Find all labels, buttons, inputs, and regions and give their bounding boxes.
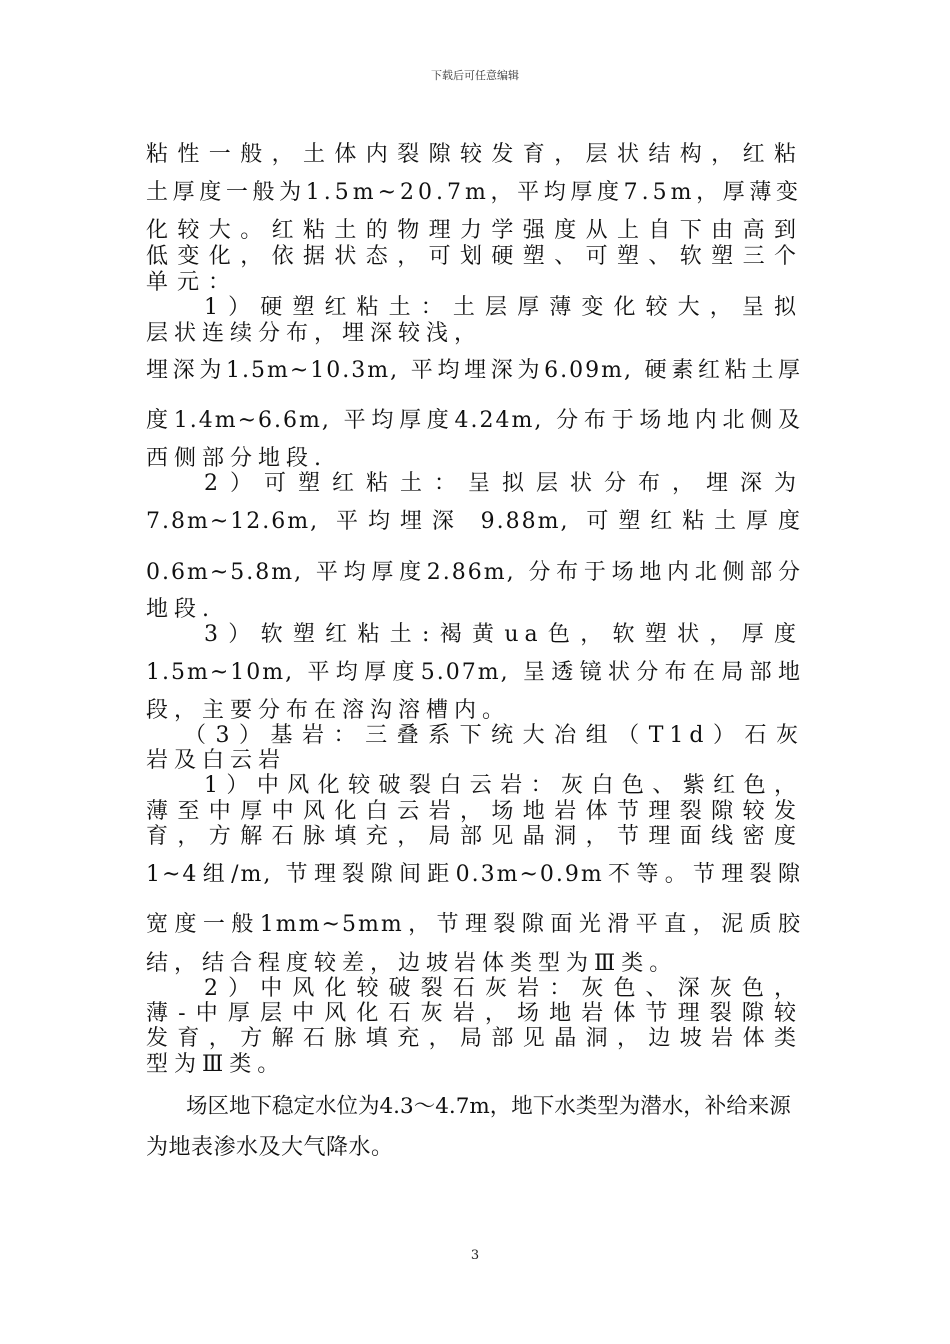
text-line: 薄至中厚中风化白云岩，场地岩体节理裂隙较发 — [146, 799, 802, 824]
text-line: （3）基岩：三叠系下统大冶组（T1d）石灰 — [184, 723, 804, 748]
text-line: 段，主要分布在溶沟溶槽内。 — [146, 698, 511, 723]
text-line: 发育，方解石脉填充，局部见晶洞，边坡岩体类 — [146, 1026, 802, 1051]
text-line: 岩及白云岩 — [146, 748, 287, 773]
text-line: 土厚度一般为1.5m~20.7m，平均厚度7.5m，厚薄变 — [146, 180, 802, 205]
text-line: 薄-中厚层中风化石灰岩，场地岩体节理裂隙较 — [146, 1001, 802, 1026]
text-line: 西侧部分地段. — [146, 446, 327, 471]
text-line: 1~4组/m, 节理裂隙间距0.3m~0.9m不等。节理裂隙 — [146, 862, 802, 887]
text-line: 7.8m~12.6m, 平均埋深 9.88m, 可塑红粘土厚度 — [146, 509, 802, 534]
page-header: 下载后可任意编辑 — [431, 69, 519, 82]
text-line: 宽度一般1mm~5mm，节理裂隙面光滑平直，泥质胶 — [146, 912, 802, 937]
text-line: 场区地下稳定水位为4.3～4.7m，地下水类型为潜水，补给来源 — [186, 1094, 791, 1119]
text-line: 度1.4m~6.6m, 平均厚度4.24m, 分布于场地内北侧及 — [146, 408, 802, 433]
text-line: 1）硬塑红粘土：土层厚薄变化较大，呈拟 — [204, 295, 802, 320]
text-line: 结，结合程度较差，边坡岩体类型为Ⅲ类。 — [146, 951, 678, 976]
text-line: 埋深为1.5m~10.3m, 平均埋深为6.09m, 硬素红粘土厚 — [146, 358, 802, 383]
text-line: 1）中风化较破裂白云岩：灰白色、紫红色， — [204, 773, 802, 798]
text-line: 粘性一般，土体内裂隙较发育，层状结构，红粘 — [146, 142, 802, 167]
text-line: 育，方解石脉填充，局部见晶洞，节理面线密度 — [146, 824, 802, 849]
text-line: 层状连续分布，埋深较浅， — [146, 321, 483, 346]
text-line: 3）软塑红粘土:褐黄ua色，软塑状，厚度 — [204, 622, 802, 647]
text-line: 型为Ⅲ类。 — [146, 1052, 286, 1077]
text-line: 1.5m~10m, 平均厚度5.07m, 呈透镜状分布在局部地 — [146, 660, 802, 685]
text-line: 地段. — [146, 597, 215, 622]
page-number: 3 — [470, 1248, 480, 1263]
text-line: 0.6m~5.8m, 平均厚度2.86m, 分布于场地内北侧部分 — [146, 560, 802, 585]
text-line: 为地表渗水及大气降水。 — [146, 1135, 394, 1160]
text-line: 单元： — [146, 270, 240, 295]
text-line: 低变化，依据状态，可划硬塑、可塑、软塑三个 — [146, 244, 802, 269]
text-line: 2）中风化较破裂石灰岩：灰色、深灰色， — [204, 976, 802, 1001]
text-line: 化较大。红粘土的物理力学强度从上自下由高到 — [146, 218, 802, 243]
text-line: 2）可塑红粘土：呈拟层状分布，埋深为 — [204, 471, 802, 496]
